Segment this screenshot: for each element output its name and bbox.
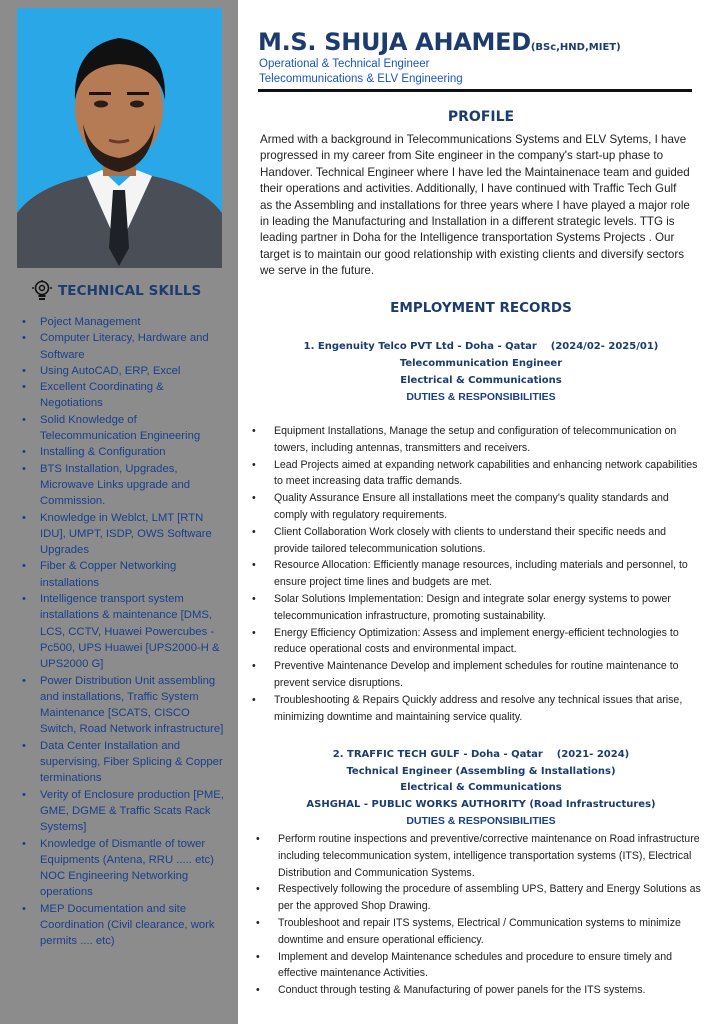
role-title: Operational & Technical Engineer bbox=[259, 58, 430, 70]
duty-item: • Preventive Maintenance Develop and implement schedules for routine maintenance to prevent service disruptions. bbox=[252, 658, 698, 692]
profile-heading: PROFILE bbox=[447, 109, 515, 125]
job1-duties-list bbox=[252, 423, 698, 725]
duty-item: • Troubleshoot and repair ITS systems, Electrical / Communication systems to minimize downtime and ensure operational efficiency. bbox=[256, 915, 704, 949]
name-text: M.S. SHUJA AHAMED bbox=[258, 28, 531, 56]
duty-item: • Troubleshooting & Repairs Quickly address and resolve any technical issues that arise, minimizing downtime and maintaining service quality. bbox=[252, 692, 698, 726]
duty-item: • Resource Allocation: Efficiently manage resources, including materials and personnel, to ensure project time lines and budgets are met. bbox=[252, 557, 698, 591]
skill-item: • Poject Management bbox=[22, 314, 226, 330]
duty-item: • Perform routine inspections and preventive/corrective maintenance on Road infrastructure including telecommunication system, intelligence transportation systems (ITS), Electrical Distribution and Communication Systems. bbox=[256, 831, 704, 881]
role-field: Telecommunications & ELV Engineering bbox=[259, 73, 463, 85]
candidate-name bbox=[258, 28, 621, 56]
duty-item: • Client Collaboration Work closely with clients to understand their specific needs and provide tailored telecommunication solutions. bbox=[252, 524, 698, 558]
job1-duties-title: DUTIES & RESPONSIBILITIES bbox=[406, 391, 556, 403]
job2-department: Electrical & Communications bbox=[400, 782, 562, 793]
skill-item: • Power Distribution Unit assembling and installations, Traffic System Maintenance [SCATS, CISCO Switch, Road Network infrastructure] bbox=[22, 673, 226, 738]
credentials: (BSc,HND,MIET) bbox=[530, 42, 621, 53]
duty-item: • Energy Efficiency Optimization: Assess and implement energy-efficient technologies to reduce operational costs and environmental impact. bbox=[252, 625, 698, 659]
skills-list bbox=[22, 314, 226, 950]
duty-item: • Lead Projects aimed at expanding network capabilities and enhancing network capabilities to meet increasing data traffic demands. bbox=[252, 457, 698, 491]
employment-heading: EMPLOYMENT RECORDS bbox=[390, 300, 572, 316]
skill-item: • Excellent Coordinating & Negotiations bbox=[22, 379, 226, 412]
skill-item: • Knowledge in Weblct, LMT [RTN IDU], UMPT, ISDP, OWS Software Upgrades bbox=[22, 510, 226, 559]
skill-item: • Fiber & Copper Networking installations bbox=[22, 558, 226, 591]
profile-photo-illustration bbox=[17, 8, 222, 268]
duty-item: • Respectively following the procedure of assembling UPS, Battery and Energy Solutions as per the approved Shop Drawing. bbox=[256, 881, 704, 915]
duty-item: • Conduct through testing & Manufacturing of power panels for the ITS systems. bbox=[256, 982, 704, 999]
job2-position: Technical Engineer (Assembling & Installations) bbox=[346, 766, 616, 777]
main-content bbox=[238, 0, 724, 1024]
duty-item: • Implement and develop Maintenance schedules and procedure to ensure timely and effective maintenance Activities. bbox=[256, 949, 704, 983]
job2-company-line bbox=[238, 749, 724, 760]
profile-text: Armed with a background in Telecommunications Systems and ELV Sytems, I have progressed in my career from Site engineer in the company's start-up phase to Handover. Technical Engineer where I have led the Maintainenace team and guided their operations and activities. Additionally, I have continued with Traffic Tech Gulf as the Assembling and installations for three years where I have played a major role in leading the Manufacturing and Installation in a different strategic levels. TTG is leading partner in Doha for the Intelligence transportation Systems Projects . Our target is to maintain our good relationship with existing clients and diversify sectors we serve in the future. bbox=[260, 133, 690, 278]
job1-company: 1. Engenuity Telco PVT Ltd - Doha - Qatar bbox=[303, 341, 537, 352]
skill-item: • MEP Documentation and site Coordination (Civil clearance, work permits .... etc) bbox=[22, 901, 226, 950]
job1-department: Electrical & Communications bbox=[400, 375, 562, 386]
sidebar bbox=[0, 0, 238, 1024]
job1-period: (2024/02- 2025/01) bbox=[550, 341, 659, 352]
skill-item: • BTS Installation, Upgrades, Microwave Links upgrade and Commission. bbox=[22, 461, 226, 510]
skills-title: TECHNICAL SKILLS bbox=[58, 283, 202, 299]
duty-item: • Solar Solutions Implementation: Design and integrate solar energy systems to power telecommunication infrastructure, promoting sustainability. bbox=[252, 591, 698, 625]
job1-position: Telecommunication Engineer bbox=[399, 358, 563, 369]
profile-photo bbox=[17, 8, 222, 268]
skills-heading bbox=[32, 280, 201, 302]
skill-item: • Solid Knowledge of Telecommunication Engineering bbox=[22, 412, 226, 445]
duty-item: • Quality Assurance Ensure all installations meet the company's quality standards and comply with regulatory requirements. bbox=[252, 490, 698, 524]
job2-company: 2. TRAFFIC TECH GULF - Doha - Qatar bbox=[332, 749, 543, 760]
skill-item: • Data Center Installation and supervising, Fiber Splicing & Copper terminations bbox=[22, 738, 226, 787]
skill-item: • Using AutoCAD, ERP, Excel bbox=[22, 363, 226, 379]
duty-item: • Equipment Installations, Manage the setup and configuration of telecommunication on towers, including antennas, transmitters and receivers. bbox=[252, 423, 698, 457]
header-divider bbox=[258, 89, 692, 92]
job2-client: ASHGHAL - PUBLIC WORKS AUTHORITY (Road Infrastructures) bbox=[306, 799, 656, 810]
job2-duties-title: DUTIES & RESPONSIBILITIES bbox=[406, 815, 556, 827]
lightbulb-gear-icon bbox=[32, 280, 52, 302]
job1-company-line bbox=[238, 341, 724, 352]
job2-period: (2021- 2024) bbox=[556, 749, 630, 760]
job2-duties-list bbox=[256, 831, 704, 999]
skill-item: • Computer Literacy, Hardware and Software bbox=[22, 330, 226, 363]
skill-item: • Installing & Configuration bbox=[22, 444, 226, 460]
skill-item: • Knowledge of Dismantle of tower Equipments (Antena, RRU ..... etc) NOC Engineering Networking operations bbox=[22, 836, 226, 901]
skill-item: • Verity of Enclosure production [PME, GME, DGME & Traffic Scats Rack Systems] bbox=[22, 787, 226, 836]
skill-item: • Intelligence transport system installations & maintenance [DMS, LCS, CCTV, Huawei Powercubes - Pc500, UPS Huawei [UPS2000-H & UPS2000 G] bbox=[22, 591, 226, 672]
